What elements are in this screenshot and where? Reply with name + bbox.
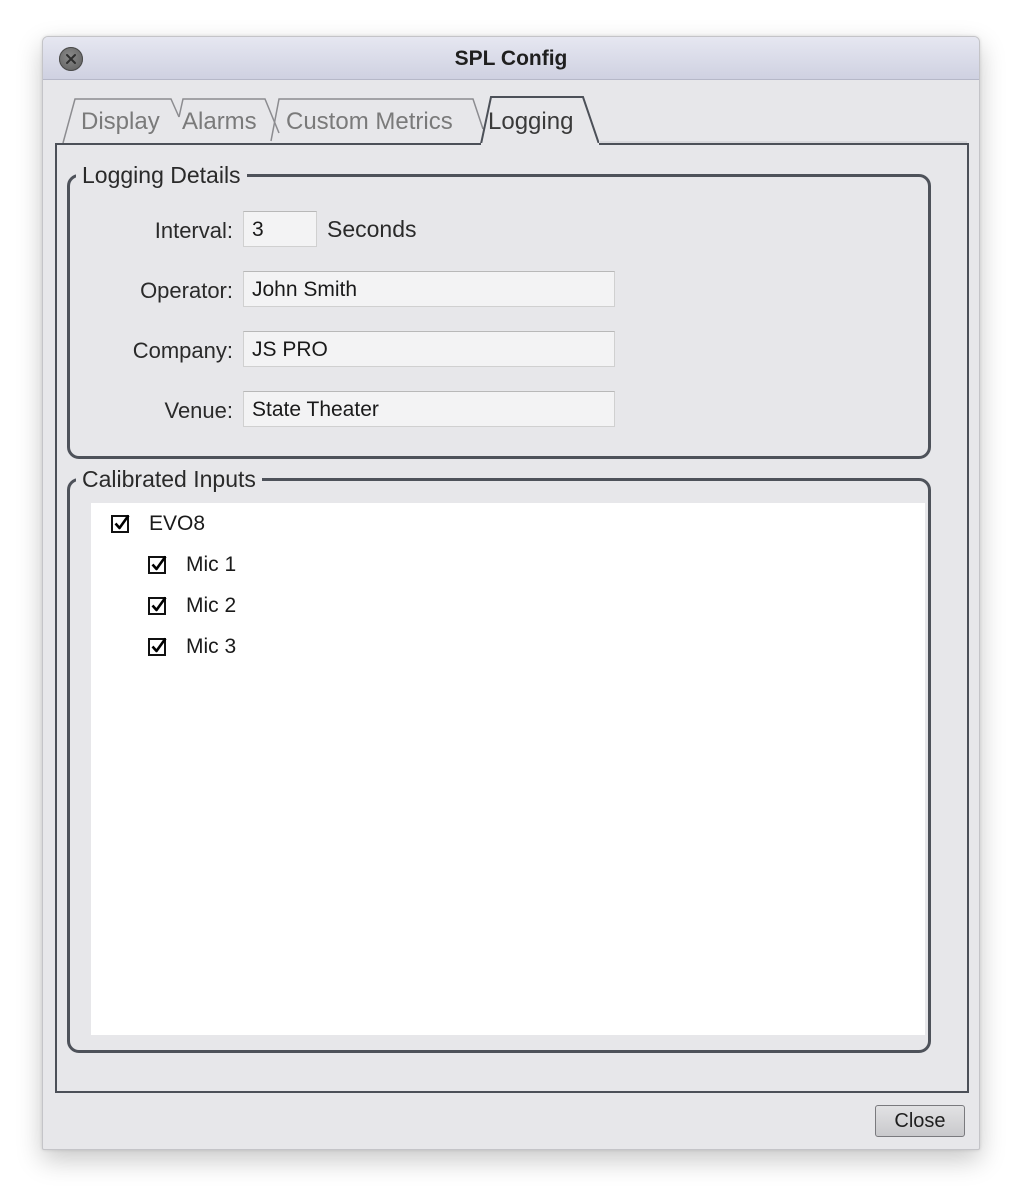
- tab-alarms[interactable]: Alarms: [182, 108, 257, 135]
- interval-label: Interval:: [154, 218, 233, 243]
- checkmark-icon: [150, 596, 168, 614]
- tab-custom-metrics[interactable]: Custom Metrics: [286, 108, 453, 135]
- panel-top-border-right: [599, 143, 967, 145]
- calibrated-inputs-legend: Calibrated Inputs: [82, 466, 256, 492]
- spl-config-window: [42, 36, 980, 1150]
- window-title: SPL Config: [454, 47, 568, 70]
- venue-label: Venue:: [164, 398, 233, 423]
- evo8-checkbox[interactable]: [111, 515, 129, 533]
- close-button[interactable]: Close: [875, 1105, 965, 1137]
- mic-1-label: Mic 1: [186, 553, 237, 576]
- checkmark-icon: [113, 514, 131, 532]
- calibrated-inputs-tree: [91, 503, 925, 1035]
- mic-2-checkbox[interactable]: [148, 597, 166, 615]
- logging-details-legend: Logging Details: [82, 162, 241, 188]
- interval-input[interactable]: 3: [243, 211, 317, 247]
- checkmark-icon: [150, 555, 168, 573]
- company-input[interactable]: JS PRO: [243, 331, 615, 367]
- mic-3-label: Mic 3: [186, 635, 237, 658]
- panel-top-border: [55, 143, 481, 145]
- operator-input[interactable]: John Smith: [243, 271, 615, 307]
- mic-2-label: Mic 2: [186, 594, 237, 617]
- operator-label: Operator:: [140, 278, 233, 303]
- checkmark-icon: [150, 637, 168, 655]
- mic-3-checkbox[interactable]: [148, 638, 166, 656]
- evo8-label: EVO8: [149, 512, 206, 535]
- company-label: Company:: [132, 338, 233, 363]
- venue-input[interactable]: State Theater: [243, 391, 615, 427]
- mic-1-checkbox[interactable]: [148, 556, 166, 574]
- interval-unit-label: Seconds: [327, 216, 417, 242]
- tab-display[interactable]: Display: [81, 108, 160, 135]
- tab-logging[interactable]: Logging: [488, 108, 574, 135]
